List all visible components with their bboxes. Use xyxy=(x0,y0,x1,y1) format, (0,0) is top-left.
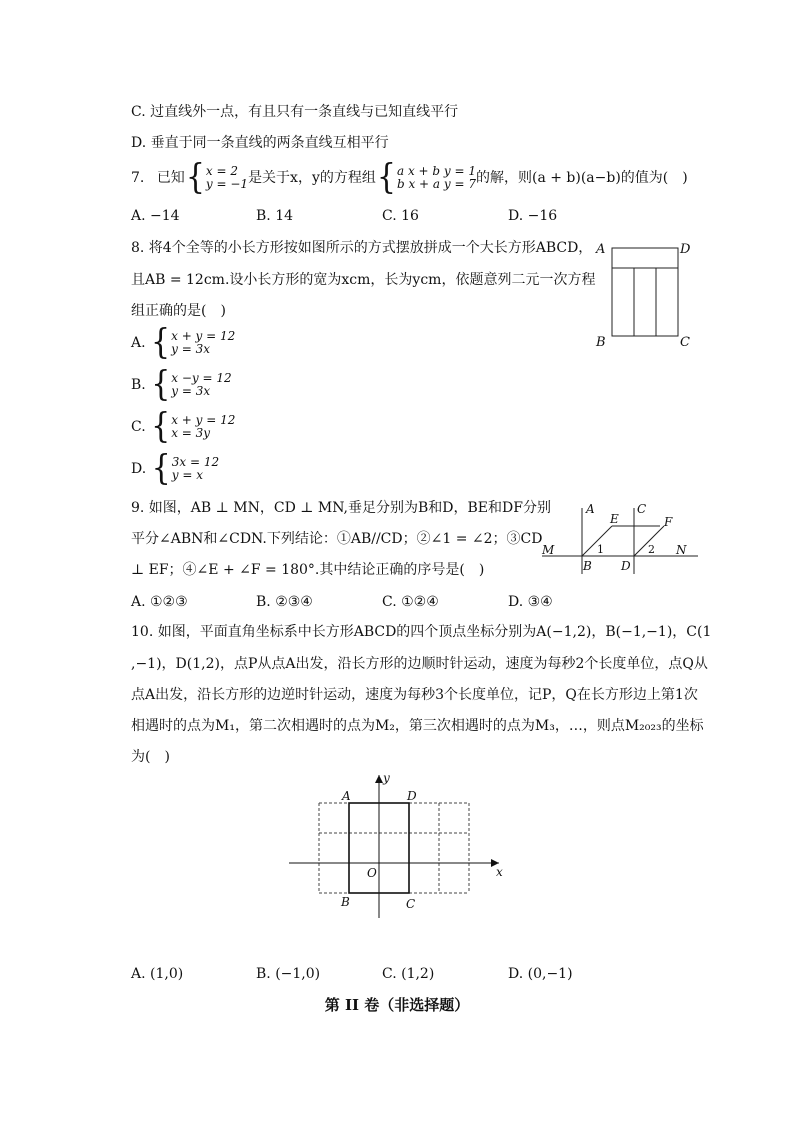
q8-label-d: D xyxy=(680,242,691,257)
q8-option-a: A. {x + y = 12 y = 3x xyxy=(131,322,236,363)
q8-label-a: A xyxy=(596,242,606,257)
q10-line-5: 为( ) xyxy=(131,749,170,765)
q9-label-f: F xyxy=(664,515,673,529)
q8-line-2: 且AB = 12cm.设小长方形的宽为xcm，长为ycm，依题意列二元一次方程 xyxy=(131,272,596,288)
q9-label-a: A xyxy=(586,502,595,516)
q10-label-c: C xyxy=(406,897,416,911)
q8-line-1: 8. 将4个全等的小长方形按如图所示的方式摆放拼成一个大长方形ABCD， xyxy=(131,240,593,256)
q10-option-c: C. (1,2) xyxy=(382,966,435,982)
q8-option-c: C. {x + y = 12 x = 3y xyxy=(131,406,236,447)
q8-option-b: B. {x −y = 12 y = 3x xyxy=(131,364,232,405)
q9-angle-1: 1 xyxy=(597,543,604,556)
q10-label-a: A xyxy=(342,789,351,803)
q7-option-d: D. −16 xyxy=(508,208,558,224)
q10-label-y: y xyxy=(383,771,390,785)
section-title: 第 II 卷（非选择题） xyxy=(324,996,470,1014)
q6-option-d: D. 垂直于同一条直线的两条直线互相平行 xyxy=(131,135,389,151)
q8-label-b: B xyxy=(596,335,606,350)
q10-line-4: 相遇时的点为M₁，第二次相遇时的点为M₂，第三次相遇时的点为M₃，…，则点M₂₀₂₃的坐标 xyxy=(131,718,704,734)
q9-label-e: E xyxy=(610,512,619,526)
q9-option-a: A. ①②③ xyxy=(131,594,188,610)
q7-option-c: C. 16 xyxy=(382,208,419,224)
q10-line-3: 点A出发，沿长方形的边逆时针运动，速度为每秒3个长度单位，记P，Q在长方形边上第1次 xyxy=(131,687,698,703)
q9-label-c: C xyxy=(637,502,647,516)
question-7-stem: 7. 已知{x = 2 y = −1是关于x，y的方程组{a x + b y = 1 b x + a y = 7的解，则(a + b)(a−b)的值为( ) xyxy=(131,157,688,198)
q9-line-3: ⊥ EF；④∠E + ∠F = 180°.其中结论正确的序号是( ) xyxy=(131,562,485,578)
q10-label-d: D xyxy=(407,789,417,803)
q10-line-1: 10. 如图，平面直角坐标系中长方形ABCD的四个顶点坐标分别为A(−1,2)，B(−1,−1)，C(1 xyxy=(131,624,712,640)
q9-label-m: M xyxy=(542,543,555,557)
q10-option-a: A. (1,0) xyxy=(131,966,184,982)
q10-label-o: O xyxy=(367,866,377,880)
q10-option-b: B. (−1,0) xyxy=(256,966,321,982)
q9-line-1: 9. 如图，AB ⊥ MN，CD ⊥ MN,垂足分别为B和D，BE和DF分别 xyxy=(131,500,551,516)
q7-text-2: 是关于x，y的方程组 xyxy=(248,170,376,186)
q10-option-d: D. (0,−1) xyxy=(508,966,573,982)
q8-option-d: D. {3x = 12 y = x xyxy=(131,448,220,489)
q7-text-1: 已知 xyxy=(156,170,185,186)
q7-system-1: x = 2 y = −1 xyxy=(205,164,249,191)
q8-rectangle-figure xyxy=(592,236,702,352)
q9-angle-2: 2 xyxy=(648,543,655,556)
q8-line-3: 组正确的是( ) xyxy=(131,303,226,319)
q7-option-b: B. 14 xyxy=(256,208,294,224)
q8-big-rectangle xyxy=(612,248,678,336)
q9-perpendicular-figure xyxy=(540,500,700,576)
q6-option-c: C. 过直线外一点，有且只有一条直线与已知直线平行 xyxy=(131,104,459,120)
q9-option-b: B. ②③④ xyxy=(256,594,313,610)
q9-label-n: N xyxy=(676,543,687,557)
q7-system-2: a x + b y = 1 b x + a y = 7 xyxy=(396,164,476,191)
q10-label-x: x xyxy=(496,865,503,879)
q10-line-2: ,−1)，D(1,2)，点P从点A出发，沿长方形的边顺时针运动，速度为每秒2个长度单位，点Q从 xyxy=(131,656,708,672)
q7-text-3: 的解，则(a + b)(a−b)的值为( ) xyxy=(475,170,688,186)
q10-label-b: B xyxy=(341,895,350,909)
q9-line-2: 平分∠ABN和∠CDN.下列结论：①AB//CD；②∠1 = ∠2；③CD xyxy=(131,531,543,547)
q10-y-arrow xyxy=(375,775,383,783)
q9-option-d: D. ③④ xyxy=(508,594,553,610)
q8-label-c: C xyxy=(680,335,690,350)
q7-number: 7. xyxy=(131,170,145,186)
q10-coordinate-figure xyxy=(284,770,514,920)
q9-label-d: D xyxy=(621,559,631,573)
q9-option-c: C. ①②④ xyxy=(382,594,439,610)
q9-label-b: B xyxy=(583,559,592,573)
q7-option-a: A. −14 xyxy=(131,208,180,224)
